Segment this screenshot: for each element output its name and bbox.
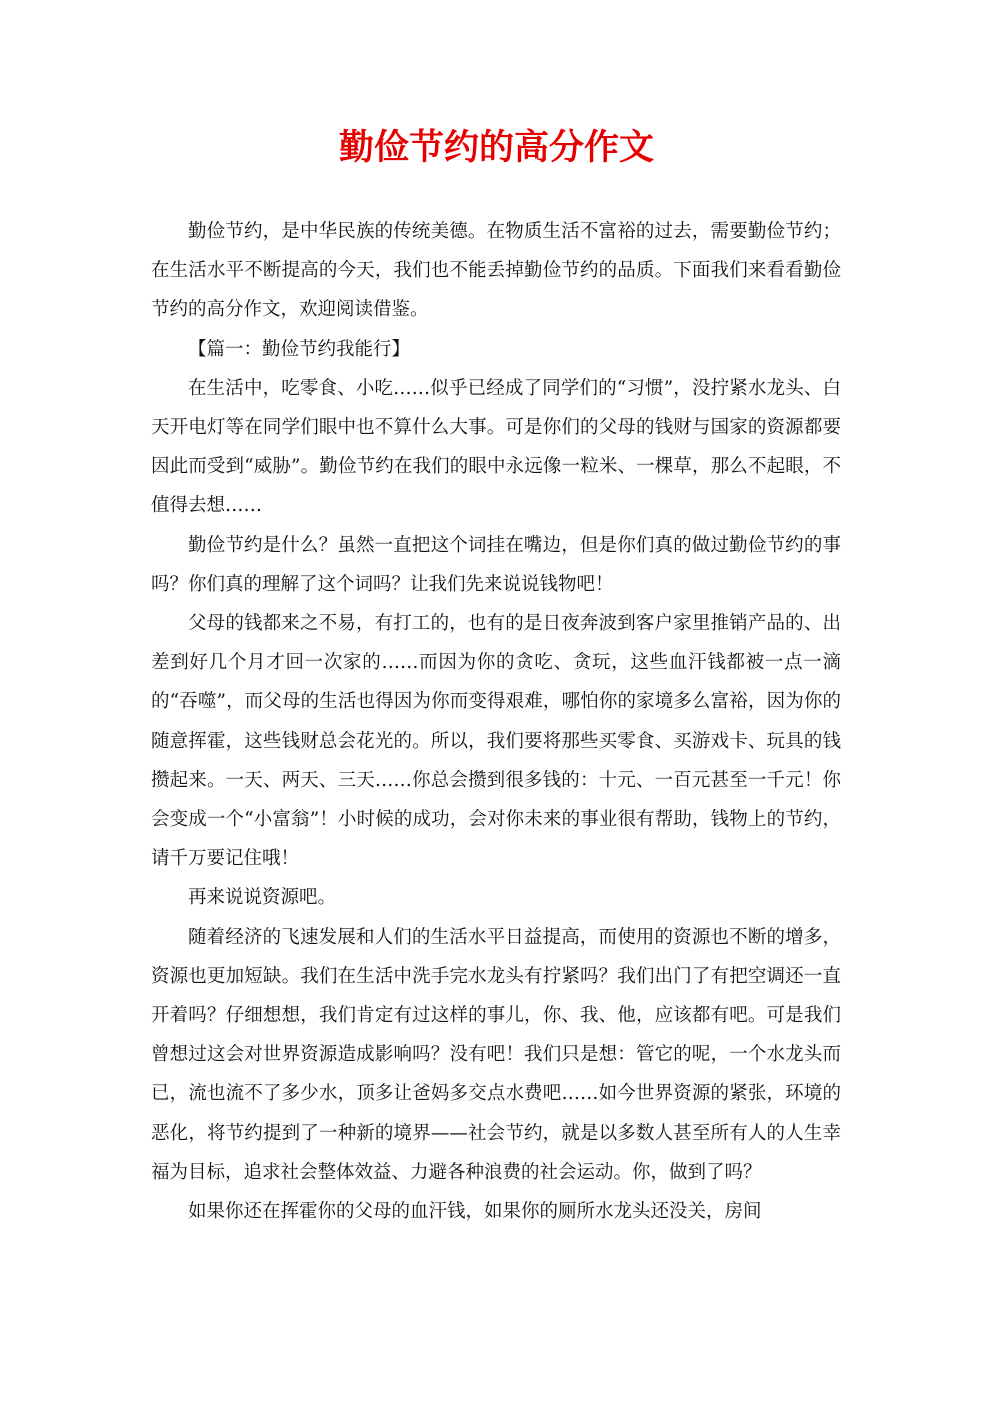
paragraph: 随着经济的飞速发展和人们的生活水平日益提高，而使用的资源也不断的增多，资源也更加短缺。我们在生活中洗手完水龙头有拧紧吗？我们出门了有把空调还一直开着吗？仔细想想，我们肯定有过这样的事儿，你、我、他，应该都有吧。可是我们曾想过这会对世界资源造成影响吗？没有吧！我们只是想：管它的呢，一个水龙头而已，流也流不了多少水，顶多让爸妈多交点水费吧……如今世界资源的紧张，环境的恶化，将节约提到了一种新的境界——社会节约，就是以多数人甚至所有人的人生幸福为目标，追求社会整体效益、力避各种浪费的社会运动。你，做到了吗？ bbox=[151, 926, 841, 1183]
paragraph: 在生活中，吃零食、小吃……似乎已经成了同学们的“习惯”，没拧紧水龙头、白天开电灯等在同学们眼中也不算什么大事。可是你们的父母的钱财与国家的资源都要因此而受到“威胁”。勤俭节约在我们的眼中永远像一粒米、一棵草，那么不起眼，不值得去想…… bbox=[151, 377, 841, 517]
paragraph: 再来说说资源吧。 bbox=[188, 887, 337, 909]
paragraph: 勤俭节约是什么？虽然一直把这个词挂在嘴边，但是你们真的做过勤俭节约的事吗？你们真的理解了这个词吗？让我们先来说说钱物吧！ bbox=[151, 534, 841, 595]
paragraph-intro: 勤俭节约，是中华民族的传统美德。在物质生活不富裕的过去，需要勤俭节约；在生活水平不断提高的今天，我们也不能丢掉勤俭节约的品质。下面我们来看看勤俭节约的高分作文，欢迎阅读借鉴。 bbox=[151, 221, 841, 321]
paragraph: 如果你还在挥霍你的父母的血汗钱，如果你的厕所水龙头还没关，房间 bbox=[188, 1201, 762, 1223]
paragraph: 父母的钱都来之不易，有打工的，也有的是日夜奔波到客户家里推销产品的、出差到好几个月才回一次家的……而因为你的贪吃、贪玩，这些血汗钱都被一点一滴的“吞噬”，而父母的生活也得因为你而变得艰难，哪怕你的家境多么富裕，因为你的随意挥霍，这些钱财总会花光的。所以，我们要将那些买零食、买游戏卡、玩具的钱攒起来。一天、两天、三天……你总会攒到很多钱的：十元、一百元甚至一千元！你会变成一个“小富翁”！小时候的成功，会对你未来的事业很有帮助，钱物上的节约，请千万要记住哦！ bbox=[151, 613, 841, 870]
section-heading: 【篇一：勤俭节约我能行】 bbox=[188, 338, 411, 360]
document-title: 勤俭节约的高分作文 bbox=[338, 128, 654, 168]
document-body bbox=[151, 212, 841, 1231]
